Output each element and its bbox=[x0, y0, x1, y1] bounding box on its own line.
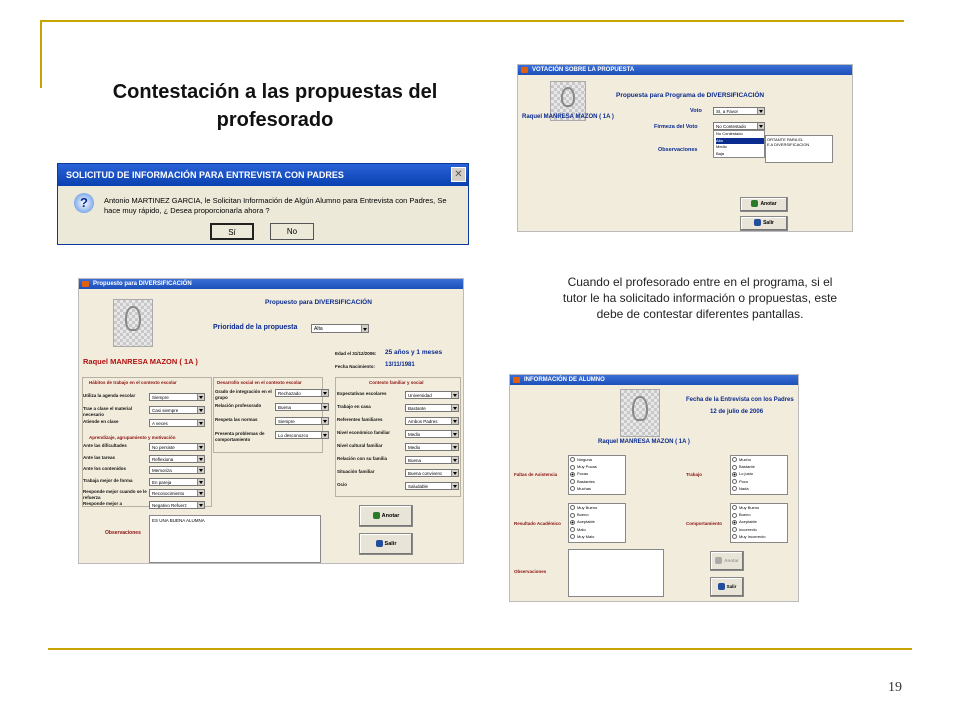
salir-button[interactable]: Salir bbox=[359, 533, 413, 555]
prioridad-label: Prioridad de la propuesta bbox=[213, 324, 298, 331]
field-select[interactable]: Saludable bbox=[405, 482, 459, 490]
anotar-icon bbox=[715, 557, 722, 564]
request-dialog bbox=[57, 163, 469, 245]
field-select[interactable]: Reconocimiento bbox=[149, 489, 205, 497]
student-photo bbox=[113, 299, 153, 347]
firmeza-dropdown[interactable] bbox=[713, 130, 765, 158]
radio-option[interactable]: Lo justo bbox=[732, 471, 753, 477]
voto-label: Voto bbox=[690, 108, 702, 114]
radio-button-icon bbox=[732, 534, 737, 539]
door-exit-icon bbox=[754, 219, 761, 226]
student-name: Raquel MANRESA MAZON ( 1A ) bbox=[83, 357, 198, 366]
radio-option[interactable]: Bueno bbox=[732, 512, 751, 518]
radio-option[interactable]: Poco bbox=[732, 479, 748, 485]
firmeza-select[interactable]: No Contestado bbox=[713, 122, 765, 130]
radio-button-icon bbox=[570, 479, 575, 484]
radio-option[interactable]: Muy Bueno bbox=[732, 505, 759, 511]
firmeza-option[interactable]: No Contestado bbox=[716, 131, 743, 136]
radio-option[interactable]: Muy Bueno bbox=[570, 505, 597, 511]
slide-title: Contestación a las propuestas del profesorado bbox=[112, 81, 438, 131]
proposal-window bbox=[78, 278, 464, 564]
salir-button[interactable]: Salir bbox=[740, 216, 788, 231]
field-label: Situación familiar bbox=[337, 469, 375, 474]
proposal-window-title: Propuesto para DIVERSIFICACIÓN bbox=[79, 279, 463, 289]
field-label: Trae a clase el material necesario bbox=[83, 406, 133, 417]
observaciones-textbox[interactable]: ES UNA BUENA ALUMNA bbox=[149, 515, 321, 563]
student-name: Raquel MANRESA MAZON ( 1A ) bbox=[598, 439, 690, 445]
field-label: Relación profesorado bbox=[215, 403, 262, 408]
field-select[interactable]: Negativo Refuerz bbox=[149, 501, 205, 509]
radio-option[interactable]: Aceptable bbox=[570, 519, 595, 525]
no-button[interactable]: No bbox=[270, 223, 314, 240]
info-window-title: INFORMACIÓN DE ALUMNO bbox=[510, 375, 798, 385]
anotar-icon bbox=[751, 200, 758, 207]
field-label: Atiende en clase bbox=[83, 419, 119, 424]
door-exit-icon bbox=[376, 540, 383, 547]
radio-option[interactable]: Muy Pocas bbox=[570, 464, 597, 470]
field-select[interactable]: Ambos Padres bbox=[405, 417, 459, 425]
observaciones-textbox[interactable] bbox=[568, 549, 664, 597]
field-label: Trabajo en casa bbox=[337, 404, 371, 409]
field-select[interactable]: Siempre bbox=[149, 393, 205, 401]
radio-option[interactable]: Incorrecto bbox=[732, 527, 757, 533]
radio-option[interactable]: Muy Malo bbox=[570, 534, 594, 540]
radio-button-icon bbox=[570, 513, 575, 518]
firmeza-label: Firmeza del Voto bbox=[654, 124, 698, 130]
entrevista-heading: Fecha de la Entrevista con los Padres bbox=[686, 397, 794, 403]
resultado-label: Resultado Académico bbox=[514, 521, 561, 526]
radio-button-icon bbox=[732, 465, 737, 470]
radio-button-icon bbox=[732, 457, 737, 462]
field-label: Utiliza la agenda escolar bbox=[83, 393, 136, 398]
radio-button-icon bbox=[570, 486, 575, 491]
field-label: Ante los contenidos bbox=[83, 466, 127, 471]
page-number: 19 bbox=[888, 680, 902, 695]
field-select[interactable]: No persiste bbox=[149, 443, 205, 451]
comportamiento-label: Comportamiento bbox=[686, 521, 722, 526]
firmeza-option-selected[interactable]: Alta bbox=[716, 138, 764, 145]
anotar-button[interactable]: Anotar bbox=[359, 505, 413, 527]
proposal-heading: Propuesto para DIVERSIFICACIÓN bbox=[265, 299, 372, 306]
observaciones-textbox[interactable]: ORTANTE PARA EL E A DIVERSIFICACION bbox=[765, 135, 833, 163]
field-label: Ante las tareas bbox=[83, 454, 116, 460]
window-app-icon bbox=[82, 281, 89, 287]
radio-button-icon bbox=[570, 472, 575, 477]
field-label: Ocio bbox=[337, 482, 348, 487]
field-select[interactable]: Memoriza bbox=[149, 466, 205, 474]
vote-heading: Propuesta para Programa de DIVERSIFICACIÓN bbox=[616, 92, 765, 99]
radio-button-icon bbox=[570, 527, 575, 532]
dialog-message: Antonio MARTINEZ GARCIA, le Solicitan Información de Algún Alumno para Entrevista con Padres, Se hace muy rápido, ¿ Desea proporcionarla ahora ? bbox=[104, 196, 447, 215]
radio-button-icon bbox=[732, 472, 737, 477]
field-select[interactable]: Buena bbox=[405, 456, 459, 464]
voto-select[interactable]: SI, a Favor bbox=[713, 107, 765, 115]
entrevista-date: 12 de julio de 2006 bbox=[710, 409, 764, 415]
anotar-button[interactable]: Anotar bbox=[740, 197, 788, 212]
radio-option[interactable]: Bastante bbox=[732, 464, 755, 470]
field-select[interactable]: Reflexiona bbox=[149, 455, 205, 463]
field-label: Ante las dificultades bbox=[83, 443, 127, 448]
radio-option[interactable]: Ninguna bbox=[570, 457, 592, 463]
radio-option[interactable]: Pocas bbox=[570, 471, 588, 477]
radio-option[interactable]: Nada bbox=[732, 486, 749, 492]
radio-option[interactable]: Bueno bbox=[570, 512, 589, 518]
observaciones-label: Observaciones bbox=[105, 530, 141, 536]
field-label: Nivel cultural familiar bbox=[337, 443, 383, 448]
vote-window bbox=[517, 64, 853, 232]
radio-option[interactable]: Muy Incorrecto bbox=[732, 534, 765, 540]
student-photo bbox=[620, 389, 660, 437]
field-label: Responde mejor cuando se le refuerza bbox=[83, 489, 147, 500]
social-title: Desarrollo social en el contexto escolar bbox=[217, 380, 302, 385]
field-select[interactable]: Buena bbox=[275, 403, 329, 411]
familiar-title: Contexto familiar y social bbox=[369, 380, 424, 385]
door-exit-icon bbox=[718, 583, 725, 590]
radio-option[interactable]: Muchas bbox=[570, 486, 591, 492]
radio-button-icon bbox=[570, 457, 575, 462]
field-label: Presenta problemas de comportamiento bbox=[215, 431, 265, 442]
radio-button-icon bbox=[570, 534, 575, 539]
field-label: Respeta las normas bbox=[215, 417, 258, 422]
field-select[interactable]: Bastante bbox=[405, 404, 459, 412]
field-select[interactable]: Buena convivenc bbox=[405, 469, 459, 477]
radio-button-icon bbox=[732, 520, 737, 525]
field-select[interactable]: Universidad bbox=[405, 391, 459, 399]
trabajo-label: Trabajo bbox=[686, 472, 703, 477]
fecha-label: Fecha Nacimiento: bbox=[335, 364, 376, 369]
window-app-icon bbox=[521, 67, 528, 73]
student-name: Raquel MANRESA MAZON ( 1A ) bbox=[522, 114, 614, 120]
field-label: Trabaja mejor de forma bbox=[83, 477, 133, 483]
radio-button-icon bbox=[570, 465, 575, 470]
edad-value: 25 años y 1 meses bbox=[385, 349, 443, 356]
faltas-label: Faltas de Asistencia bbox=[514, 472, 558, 477]
info-window bbox=[509, 374, 799, 602]
slide-accent-line-vertical bbox=[40, 20, 42, 88]
slide-accent-line-top bbox=[40, 20, 904, 22]
vote-window-title: VOTACIÓN SOBRE LA PROPUESTA bbox=[518, 65, 852, 75]
radio-button-icon bbox=[732, 505, 737, 510]
field-label: Referentes familiares bbox=[337, 417, 383, 422]
field-select[interactable]: En pareja bbox=[149, 478, 205, 486]
radio-button-icon bbox=[732, 486, 737, 491]
yes-button[interactable]: Sí bbox=[210, 223, 254, 240]
habitos-title: Hábitos de trabajo en el contexto escolar bbox=[89, 380, 177, 385]
field-label: Nivel económico familiar bbox=[337, 430, 391, 435]
anotar-button-disabled[interactable]: Anotar bbox=[710, 551, 744, 571]
field-select[interactable]: Lo desconozco bbox=[275, 431, 329, 439]
field-select[interactable]: Rechazado bbox=[275, 389, 329, 397]
field-select[interactable]: Medio bbox=[405, 430, 459, 438]
field-label: Expectativas escolares bbox=[337, 391, 387, 396]
radio-option[interactable]: Aceptable bbox=[732, 519, 757, 525]
field-select[interactable]: Medio bbox=[405, 443, 459, 451]
observaciones-label: Observaciones bbox=[514, 569, 547, 574]
slide-accent-line-bottom bbox=[48, 648, 912, 650]
field-select[interactable]: A veces bbox=[149, 419, 205, 427]
window-app-icon bbox=[513, 377, 520, 383]
observaciones-label: Observaciones bbox=[658, 147, 698, 153]
radio-button-icon bbox=[732, 527, 737, 532]
anotar-icon bbox=[373, 512, 380, 519]
salir-button[interactable]: Salir bbox=[710, 577, 744, 597]
radio-option[interactable]: Malo bbox=[570, 527, 586, 533]
radio-option[interactable]: Bastantes bbox=[570, 479, 595, 485]
field-select[interactable]: Casi siempre bbox=[149, 406, 205, 414]
radio-button-icon bbox=[570, 520, 575, 525]
fecha-value: 13/11/1981 bbox=[385, 362, 415, 368]
aprendizaje-title: Aprendizaje, agrupamiento y motivación bbox=[89, 435, 176, 440]
radio-option[interactable]: Mucho bbox=[732, 457, 751, 463]
slide-caption: Cuando el profesorado entre en el programa, si el tutor le ha solicitado información o propuestas, este debe de contestar diferentes pantallas. bbox=[562, 275, 838, 321]
close-icon[interactable]: ✕ bbox=[451, 167, 466, 182]
edad-label: Edad el 31/12/2006: bbox=[335, 351, 377, 356]
dialog-title: SOLICITUD DE INFORMACIÓN PARA ENTREVISTA CON PADRES bbox=[58, 164, 468, 186]
radio-button-icon bbox=[732, 513, 737, 518]
field-label: Grado de integración en el grupo bbox=[215, 389, 272, 400]
radio-button-icon bbox=[732, 479, 737, 484]
firmeza-option[interactable]: Baja bbox=[716, 150, 725, 156]
field-select[interactable]: Siempre bbox=[275, 417, 329, 425]
prioridad-select[interactable]: Alta bbox=[311, 324, 369, 333]
radio-button-icon bbox=[570, 505, 575, 510]
field-label: Relación con su familia bbox=[337, 456, 388, 461]
field-label: Responde mejor a bbox=[83, 500, 123, 506]
question-icon: ? bbox=[74, 193, 94, 213]
firmeza-option[interactable]: Medio bbox=[716, 144, 727, 149]
